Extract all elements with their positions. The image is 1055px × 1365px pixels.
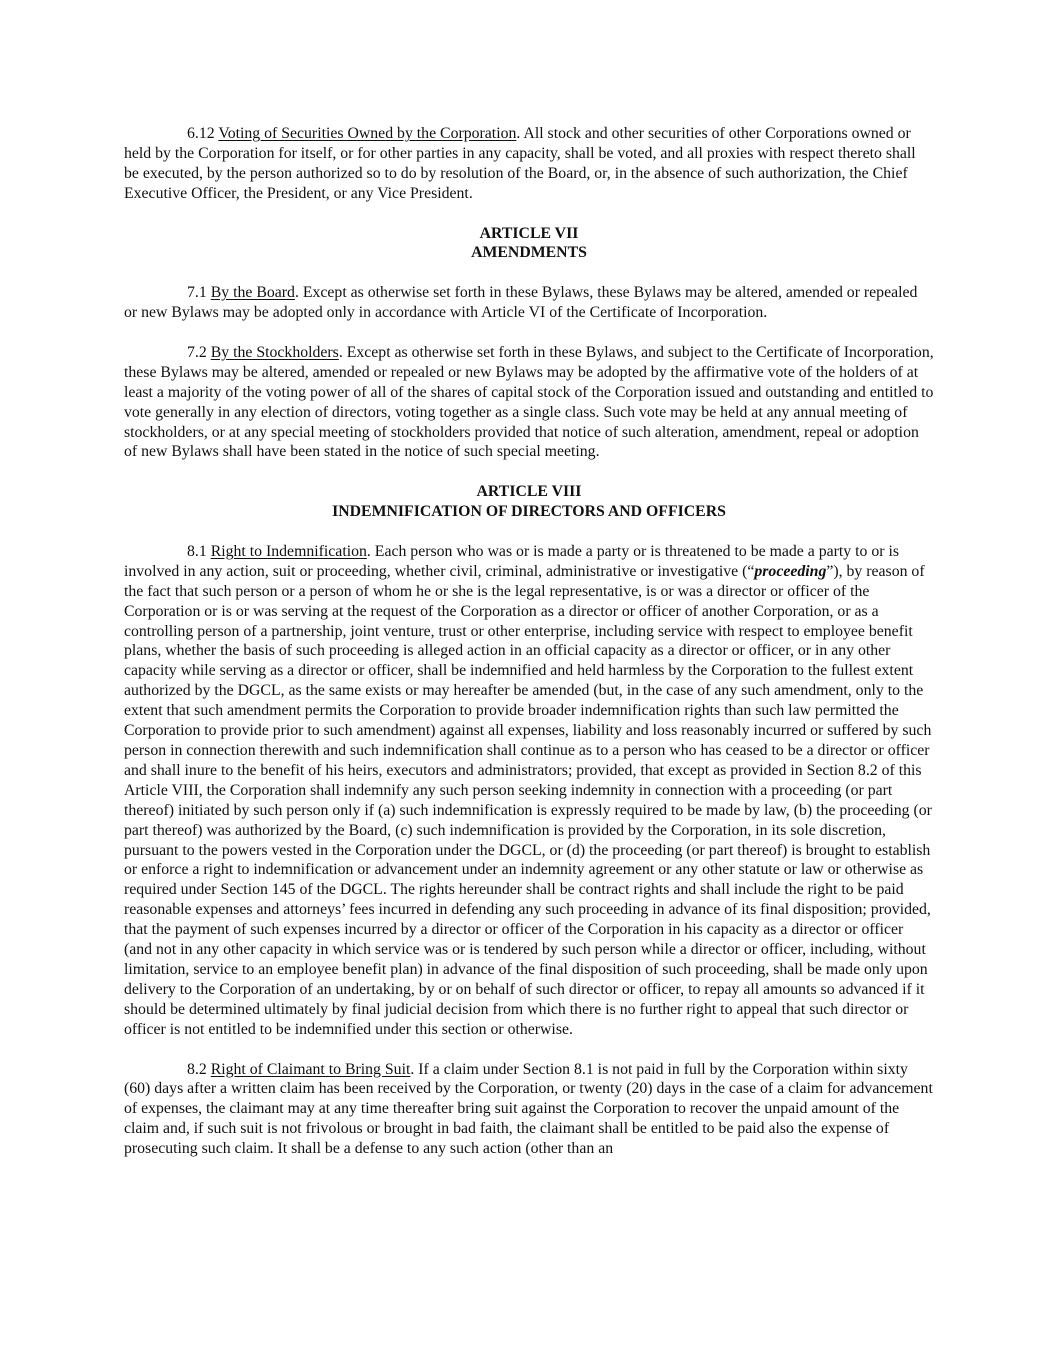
section-heading: By the Board [210, 284, 295, 302]
section-7-2 [124, 343, 934, 462]
document-page [124, 124, 934, 1159]
section-body: . All stock and other securities of other Corporations owned or held by the Corporation for itself, or for other parties in any capacity, shall be voted, and all proxies with respect thereto shall be executed, by the person authorized so to do by resolution of the Board, or, in the absence of such authorization, the Chief Executive Officer, the President, or any Vice President. [124, 125, 916, 202]
section-body: . Except as otherwise set forth in these Bylaws, these Bylaws may be altered, amended or repealed or new Bylaws may be adopted only in accordance with Article VI of the Certificate of Incorporation. [124, 284, 918, 322]
section-number: 6.12 [187, 125, 215, 142]
section-body: . Except as otherwise set forth in these Bylaws, and subject to the Certificate of Incorporation, these Bylaws may be altered, amended or repealed or new Bylaws may be adopted by the affirmative vote of the holders of at least a majority of the voting power of all of the shares of capital stock of the Corporation issued and outstanding and entitled to vote generally in any election of directors, voting together as a single class. Such vote may be held at any annual meeting of stockholders, or at any special meeting of stockholders provided that notice of such alteration, amendment, repeal or adoption of new Bylaws shall have been stated in the notice of such special meeting. [124, 343, 934, 461]
section-number: 7.1 [187, 284, 207, 302]
section-6-12 [124, 124, 934, 204]
article-viii-title: ARTICLE VIII [476, 483, 582, 501]
section-number: 8.1 [187, 542, 207, 560]
section-7-1 [124, 283, 934, 323]
section-body: . Each person who was or is made a party or is threatened to be made a party to or is involved in any action, suit or proceeding, whether civil, criminal, administrative or investigative (“ [124, 542, 899, 580]
section-8-1 [124, 542, 934, 1040]
article-viii-subtitle: INDEMNIFICATION OF DIRECTORS AND OFFICERS [332, 503, 726, 521]
article-vii-title: ARTICLE VII [479, 224, 579, 242]
section-number: 7.2 [187, 343, 207, 361]
section-body: . If a claim under Section 8.1 is not paid in full by the Corporation within sixty (60) days after a written claim has been received by the Corporation, or twenty (20) days in the case of a claim for advancement of expenses, the claimant may at any time thereafter bring suit against the Corporation to recover the unpaid amount of the claim and, if such suit is not frivolous or brought in bad faith, the claimant shall be entitled to be paid also the expense of prosecuting such claim. It shall be a defense to any such action (other than an [124, 1060, 933, 1158]
section-body-continued: ”), by reason of the fact that such person or a person of whom he or she is the legal representative, is or was a director or officer of the Corporation or is or was serving at the request of the Corporation as a director or officer of another Corporation, or as a controlling person of a partnership, joint venture, trust or other enterprise, including service with respect to employee benefit plans, whether the basis of such proceeding is alleged action in an official capacity as a director or officer, or in any other capacity while serving as a director or officer, shall be indemnified and held harmless by the Corporation to the fullest extent authorized by the DGCL, as the same exists or may hereafter be amended (but, in the case of any such amendment, only to the extent that such amendment permits the Corporation to provide broader indemnification rights than such law permitted the Corporation to provide prior to such amendment) against all expenses, liability and loss reasonably incurred or suffered by such person in connection therewith and such indemnification shall continue as to a person who has ceased to be a director or officer and shall inure to the benefit of his heirs, executors and administrators; provided, that except as provided in Section 8.2 of this Article VIII, the Corporation shall indemnify any such person seeking indemnity in connection with a proceeding (or part thereof) initiated by such person only if (a) such indemnification is expressly required to be made by law, (b) the proceeding (or part thereof) was authorized by the Board, (c) such indemnification is provided by the Corporation, in its sole discretion, pursuant to the powers vested in the Corporation under the DGCL, or (d) the proceeding (or part thereof) is brought to establish or enforce a right to indemnification or advancement under an indemnity agreement or any other statute or law or otherwise as required under Section 145 of the DGCL. The rights hereunder shall be contract rights and shall include the right to be paid reasonable expenses and attorneys’ fees incurred in defending any such proceeding in advance of its final disposition; provided, that the payment of such expenses incurred by a director or officer of the Corporation in his capacity as a director or officer (and not in any other capacity in which service was or is tendered by such person while a director or officer, including, without limitation, service to an employee benefit plan) in advance of the final disposition of such proceeding, shall be made only upon delivery to the Corporation of an undertaking, by or on behalf of such director or officer, to repay all amounts so advanced if it should be determined ultimately by final judicial decision from which there is no further right to appeal that such director or officer is not entitled to be indemnified under this section or otherwise. [124, 562, 932, 1038]
section-heading: Voting of Securities Owned by the Corporation [218, 125, 517, 142]
section-heading: By the Stockholders [210, 343, 339, 361]
article-vii-subtitle: AMENDMENTS [471, 244, 587, 262]
section-8-2 [124, 1060, 934, 1160]
section-number: 8.2 [187, 1060, 207, 1078]
defined-term: proceeding [754, 562, 827, 580]
section-heading: Right of Claimant to Bring Suit [210, 1060, 411, 1078]
section-heading: Right to Indemnification [210, 542, 367, 560]
